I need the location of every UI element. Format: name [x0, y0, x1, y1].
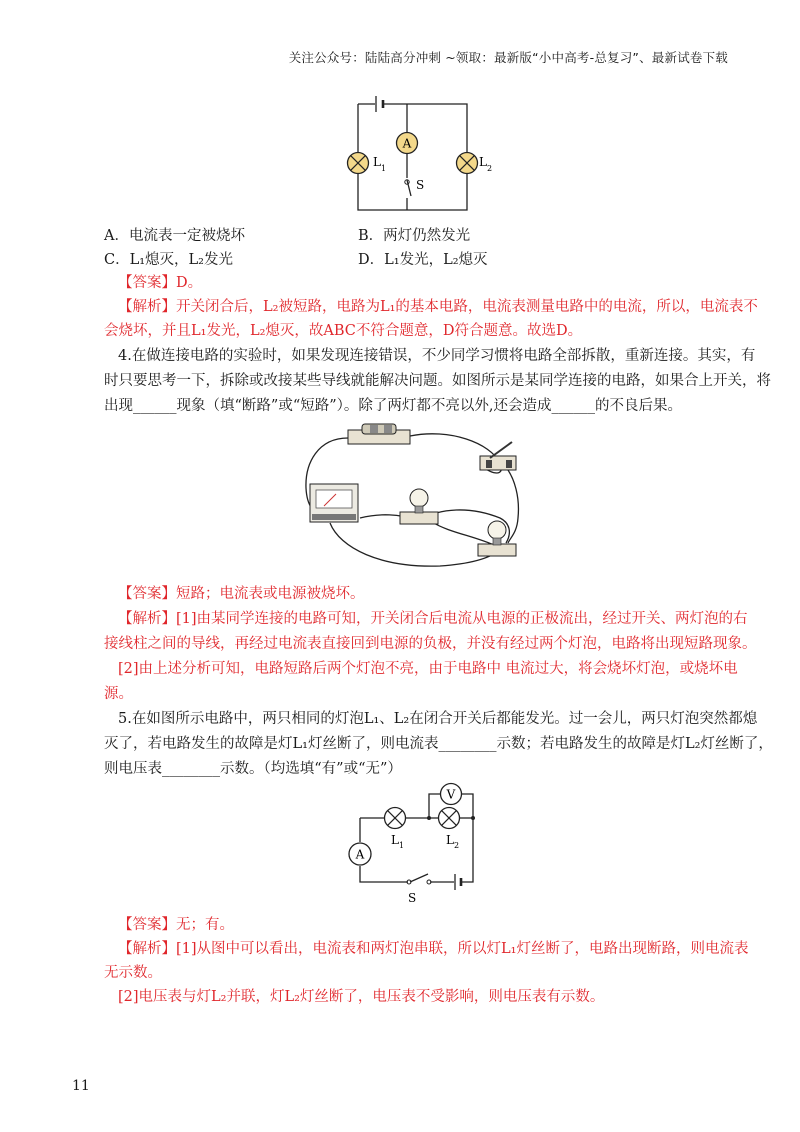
analysis-text: 开关闭合后，L₂被短路，电路为L₁的基本电路，电流表测量电路中的电流，所以，电流表不 [176, 299, 758, 315]
analysis-tag: 【解析】 [118, 299, 176, 315]
lamp2-label: L [479, 155, 487, 169]
lamp1-subscript: 1 [381, 164, 387, 173]
q3-analysis-line-2: 会烧坏，并且L₁发光，L₂熄灭，故ABC不符合题意，D符合题意。故选D。 [104, 323, 583, 339]
option-d: D．L₁发光，L₂熄灭 [358, 252, 488, 268]
ammeter-label: A [402, 136, 412, 151]
page-number: 11 [72, 1078, 90, 1094]
q5-analysis-line-2: 无示数。 [104, 965, 162, 981]
lamp1-symbol [348, 153, 369, 174]
analysis-text: [1]从图中可以看出，电流表和两灯泡串联，所以灯L₁灯丝断了，电路出现断路，则电流表 [176, 941, 749, 957]
q4-wiring-figure [300, 418, 532, 576]
lamp1-subscript: 1 [399, 841, 405, 850]
q4-analysis-line-3: [2]由上述分析可知，电路短路后两个灯泡不亮，由于电路中 电流过大，将会烧坏灯泡，或烧坏电 [118, 661, 738, 677]
q4-stem-line-2: 时只要思考一下，拆除或改接某些导线就能解决问题。如图所示是某同学连接的电路，如果合上开关，将 [104, 373, 771, 389]
ammeter-device [310, 484, 358, 522]
page-header: 关注公众号：陆陆高分冲刺 ~领取：最新版“小中高考-总复习”、最新试卷下载 [288, 50, 728, 65]
battery-holder [348, 424, 410, 444]
voltmeter-label: V [446, 787, 456, 802]
q5-stem-line-3: 则电压表________示数。（均选填“有”或“无”） [104, 761, 402, 777]
answer-tag: 【答案】 [118, 586, 176, 602]
lamp1-symbol [385, 808, 406, 829]
lamp2-symbol [457, 153, 478, 174]
option-a: A．电流表一定被烧坏 [104, 228, 245, 244]
analysis-tag: 【解析】 [118, 611, 176, 627]
answer-text: D。 [176, 275, 203, 291]
q5-answer [118, 914, 234, 936]
ammeter-label: A [355, 847, 365, 862]
switch-on-board [480, 442, 516, 470]
lamp2-label: L [446, 833, 454, 847]
q4-answer [118, 583, 365, 605]
q3-circuit-diagram [340, 92, 493, 217]
q5-analysis-line-1 [118, 938, 748, 960]
q4-analysis-line-1 [118, 608, 748, 630]
lamp2-symbol [439, 808, 460, 829]
switch-label: S [416, 178, 425, 192]
lamp1-label: L [391, 833, 399, 847]
q3-analysis-line-1 [118, 296, 758, 318]
q4-analysis-line-4: 源。 [104, 686, 133, 702]
lamp2-subscript: 2 [454, 841, 460, 850]
option-b: B．两灯仍然发光 [358, 228, 471, 244]
answer-tag: 【答案】 [118, 275, 176, 291]
q5-circuit-diagram [340, 778, 485, 906]
bulb-1 [400, 489, 438, 524]
analysis-tag: 【解析】 [118, 941, 176, 957]
answer-tag: 【答案】 [118, 917, 176, 933]
option-c: C．L₁熄灭，L₂发光 [104, 252, 233, 268]
switch-label: S [408, 891, 417, 905]
q4-analysis-line-2: 接线柱之间的导线，再经过电流表直接回到电源的负极，并没有经过两个灯泡，电路将出现短路现象。 [104, 636, 757, 652]
q5-analysis-line-3: [2]电压表与灯L₂并联，灯L₂灯丝断了，电压表不受影响，则电压表有示数。 [118, 989, 605, 1005]
q4-stem-line-3: 出现______现象（填“断路”或“短路”）。除了两灯都不亮以外,还会造成______的不良后果。 [104, 398, 683, 414]
answer-text: 短路；电流表或电源被烧坏。 [176, 586, 365, 602]
answer-text: 无；有。 [176, 917, 234, 933]
q4-stem-line-1: 4.在做连接电路的实验时，如果发现连接错误，不少同学习惯将电路全部拆散，重新连接。其实，有 [118, 348, 756, 364]
lamp1-label: L [373, 155, 381, 169]
lamp2-subscript: 2 [487, 164, 493, 173]
analysis-text: [1]由某同学连接的电路可知，开关闭合后电流从电源的正极流出，经过开关、两灯泡的右 [176, 611, 748, 627]
q5-stem-line-2: 灭了，若电路发生的故障是灯L₁灯丝断了，则电流表________示数；若电路发生的故障是灯L₂灯丝断了， [104, 736, 773, 752]
q5-stem-line-1: 5.在如图所示电路中，两只相同的灯泡L₁、L₂在闭合开关后都能发光。过一会儿，两只灯泡突然都熄 [118, 711, 758, 727]
q3-answer [118, 272, 202, 294]
